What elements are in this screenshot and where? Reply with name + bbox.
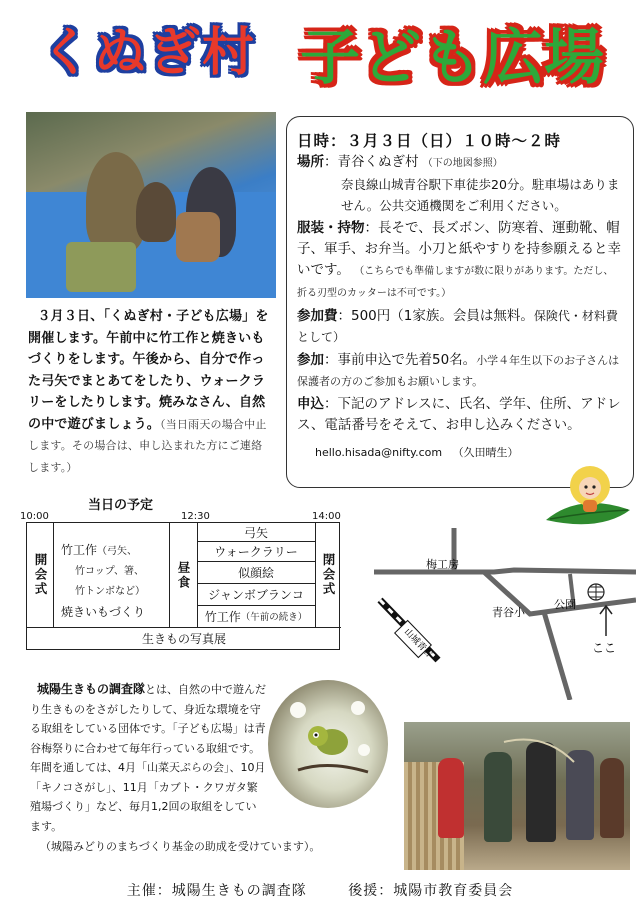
date-row: 日時：３月３日（日）１０時～２時: [297, 132, 562, 150]
fee-note: 保険代・材料費として）: [297, 309, 618, 344]
apply-label: 申込: [297, 396, 324, 412]
intro-text: ３月３日、「くぬぎ村・子ども広場」を開催します。午前中に竹工作と焼きいもづくりをします。午後から、自分で作った弓矢でまとあてをしたり、ウォークラリーをしたりします。焼みなさん、自然の中で遊びましょう。: [28, 309, 269, 432]
place-value: 青谷くぬぎ村: [337, 154, 419, 170]
bamboo-detail-3: 竹トンボなど）: [75, 586, 145, 597]
club-text: とは、自然の中で遊んだり生きものをさがしたりして、身近な環境を守る取組をしている団体です。「子ども広場」は青谷梅祭りに合わせて毎年行っている取組です。年間を通しては、4月「山菜天ぷらの会」、10月「キノコさがし」、11月「カブト・クワガタ繁殖場づくり」など、毎月1,2回の取組をしています。: [30, 683, 267, 833]
dress-label: 服装・持物: [297, 220, 365, 236]
fee-value: 500円（1家族。会員は無料。: [351, 308, 534, 324]
place-row: 場所：青谷くぬぎ村 （下の地図参照）: [297, 154, 503, 170]
bamboo-detail-2: 竹コップ、箸、: [75, 566, 144, 577]
map-label-here: ここ: [592, 641, 617, 655]
lunch: 昼食: [176, 560, 191, 590]
time-lunch: 12:30: [181, 511, 210, 522]
contact-line: [297, 444, 623, 460]
photo-archery-group: [404, 722, 630, 870]
sweet-potato: 焼きいもづくり: [61, 605, 146, 619]
photo-exhibit: 生きもの写真展: [141, 631, 226, 646]
footer-host: 主催：城陽生きもの調査隊: [126, 883, 307, 899]
footer-support: 後援：城陽市教育委員会: [348, 883, 514, 899]
map-label-park: 公園: [554, 598, 576, 611]
club-name: 城陽生きもの調査隊: [37, 682, 146, 696]
bamboo-craft-am: [61, 541, 145, 601]
time-end: 14:00: [312, 511, 341, 522]
access-info: 奈良線山城青谷駅下車徒歩20分。駐車場はありません。公共交通機関をご利用ください。: [341, 177, 620, 213]
bamboo-label: 竹工作: [61, 543, 98, 557]
date-value: ３月３日（日）１０時～２時: [346, 132, 562, 150]
join-value: 事前申込で先着50名。: [337, 352, 477, 368]
title-kids-square: 子ども広場: [300, 23, 605, 93]
place-note: （下の地図参照）: [422, 158, 503, 169]
date-label: 日時: [297, 132, 331, 150]
bamboo-pm-note: （午前の続き）: [240, 612, 308, 623]
closing-ceremony: 閉会式: [321, 553, 336, 597]
contact-name: （久田晴生）: [452, 446, 519, 459]
join-label: 参加: [297, 352, 324, 368]
join-note: 小学４年生以下のお子さんは保護者の方のご参加もお願いします。: [297, 354, 620, 388]
map-label-aodani-school: 青谷小: [492, 606, 525, 619]
email-link[interactable]: hello.hisada@nifty.com: [315, 446, 443, 459]
fee-label: 参加費: [297, 308, 338, 324]
schedule-table: [26, 522, 340, 650]
bamboo-detail-1: （弓矢、: [97, 546, 138, 557]
title-kunugi-village: くぬぎ村: [40, 23, 257, 83]
dress-note: （こちらでも準備しますが数に限りがあります。ただし、折る刃型のカッターは不可です。）: [297, 266, 614, 299]
activity-bamboo-pm: [197, 605, 315, 627]
map-label-ume-kobo: 梅工房: [426, 558, 459, 571]
fund-note: （城陽みどりのまちづくり基金の助成を受けています）。: [40, 840, 321, 853]
activity-walk-rally: ウォークラリー: [214, 544, 298, 559]
photo-white-eye-bird: [268, 680, 388, 808]
apply-row: 申込：下記のアドレスに、氏名、学年、住所、アドレス、電話番号をそえて、お申し込みください。: [297, 396, 621, 433]
activity-archery: 弓矢: [243, 525, 268, 540]
photo-bamboo-crafting: [26, 112, 276, 298]
activity-jumbo-swing: ジャンボブランコ: [208, 587, 304, 602]
map-label-station: 山城青谷: [401, 627, 435, 660]
activity-portrait: 似顔絵: [237, 565, 274, 580]
access-map: [374, 524, 636, 700]
intro-paragraph: [28, 306, 272, 478]
opening-ceremony: 開会式: [33, 553, 48, 597]
place-label: 場所: [297, 154, 324, 170]
event-info-box: [286, 116, 634, 488]
footer: [0, 880, 640, 900]
join-row: 参加：事前申込で先着50名。小学４年生以下のお子さんは保護者の方のご参加もお願いします。: [297, 352, 620, 388]
club-description: [30, 680, 266, 836]
intro-note: （当日雨天の場合中止します。その場合は、申し込まれた方にご連絡します。）: [28, 417, 267, 474]
time-start: 10:00: [20, 511, 49, 522]
dress-row: 服装・持物：長そで、長ズボン、防寒着、運動靴、帽子、軍手、お弁当。小刀と紙やすりを持参願えると幸いです。 （こちらでも準備しますが数に限りがあります。ただし、折る刃型のカッターは不可です。）: [297, 220, 621, 299]
apply-value: 下記のアドレスに、氏名、学年、住所、アドレス、電話番号をそえて、お申し込みください。: [297, 396, 621, 433]
fee-row: 参加費：500円（1家族。会員は無料。保険代・材料費として）: [297, 308, 618, 344]
schedule-title: 当日の予定: [88, 498, 154, 513]
bamboo-pm-label: 竹工作: [204, 609, 241, 624]
dress-value: 長そで、長ズボン、防寒着、運動靴、帽子、軍手、お弁当。小刀と紙やすりを持参願えると幸いです。: [297, 220, 621, 278]
